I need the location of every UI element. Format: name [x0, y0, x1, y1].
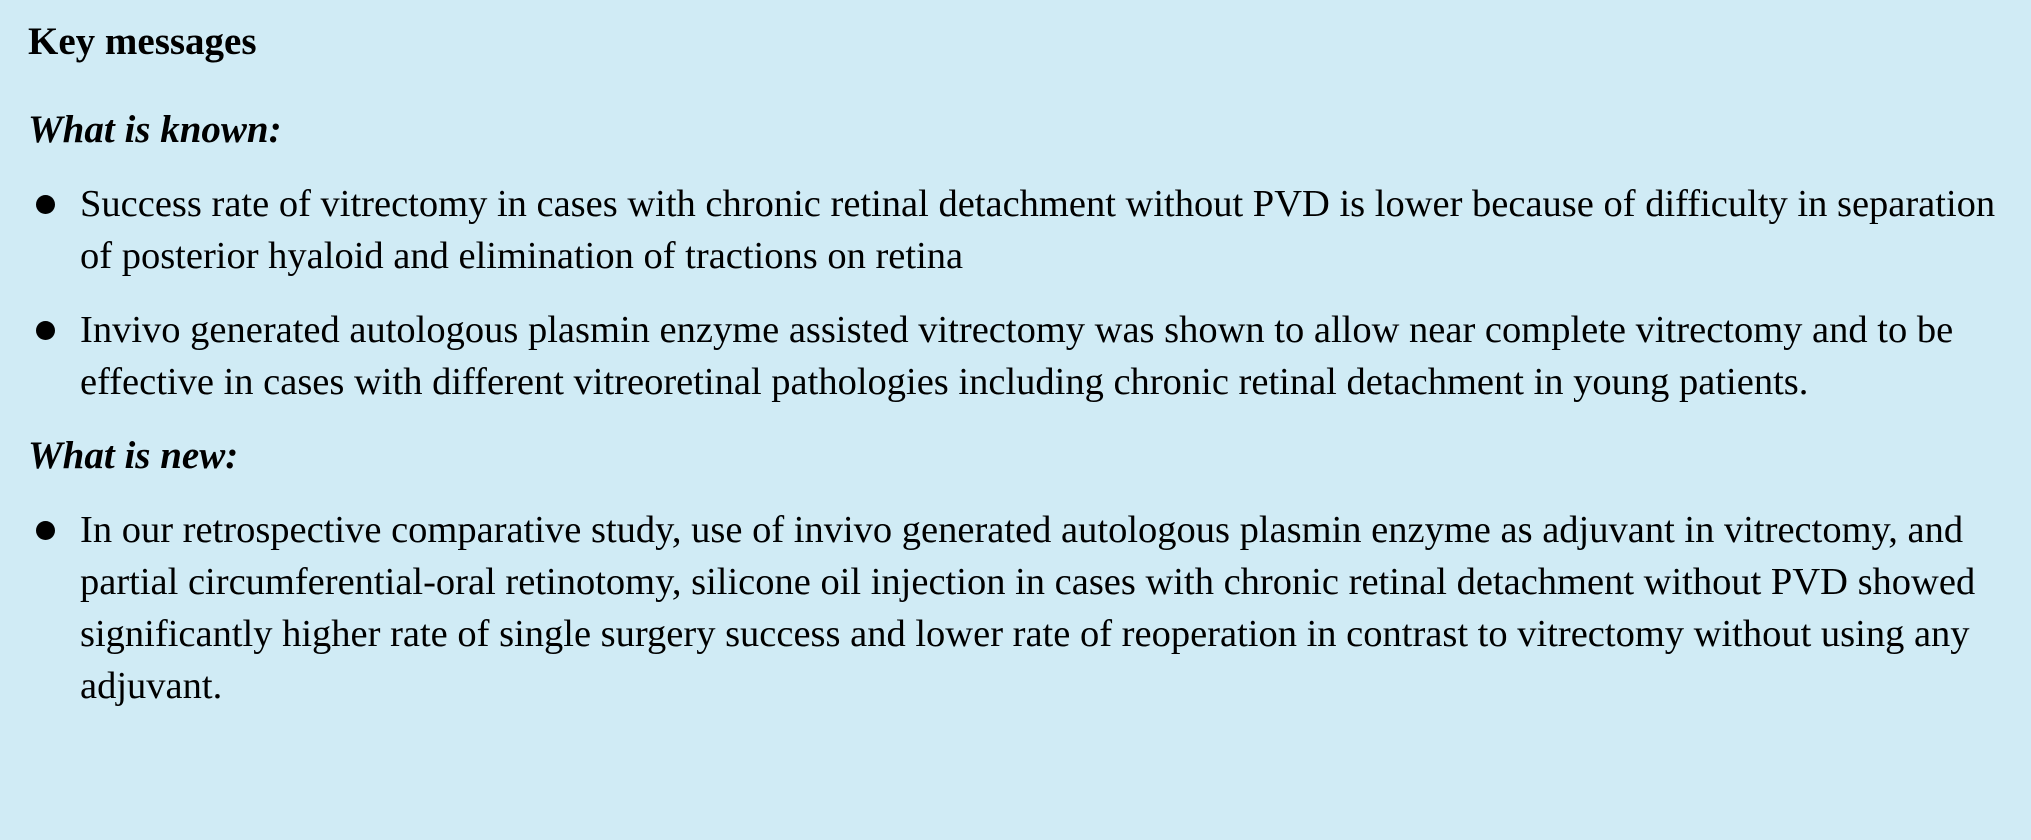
- what-is-known-heading: What is known:: [28, 108, 282, 151]
- bullet-icon: [36, 195, 55, 214]
- what-is-known-list: [28, 178, 2011, 408]
- list-item: [28, 304, 2011, 408]
- what-is-new-heading: What is new:: [28, 434, 239, 477]
- list-item-text: Success rate of vitrectomy in cases with chronic retinal detachment without PVD is lower because of difficulty in separation of posterior hyaloid and elimination of tractions on retina: [80, 183, 1996, 277]
- bullet-icon: [36, 321, 55, 340]
- list-item: [28, 178, 2011, 282]
- list-item-text: Invivo generated autologous plasmin enzyme assisted vitrectomy was shown to allow near complete vitrectomy and to be effective in cases with different vitreoretinal pathologies including chronic retinal detachment in young patients.: [80, 309, 1954, 403]
- bullet-icon: [36, 521, 55, 540]
- what-is-new-list: [28, 504, 2011, 712]
- list-item-text: In our retrospective comparative study, use of invivo generated autologous plasmin enzyme as adjuvant in vitrectomy, and partial circumferential-oral retinotomy, silicone oil injection in cases with chronic retinal detachment without PVD showed significantly higher rate of single surgery success and lower rate of reoperation in contrast to vitrectomy without using any adjuvant.: [80, 509, 1976, 707]
- list-item: [28, 504, 2011, 712]
- key-messages-title: Key messages: [28, 20, 257, 63]
